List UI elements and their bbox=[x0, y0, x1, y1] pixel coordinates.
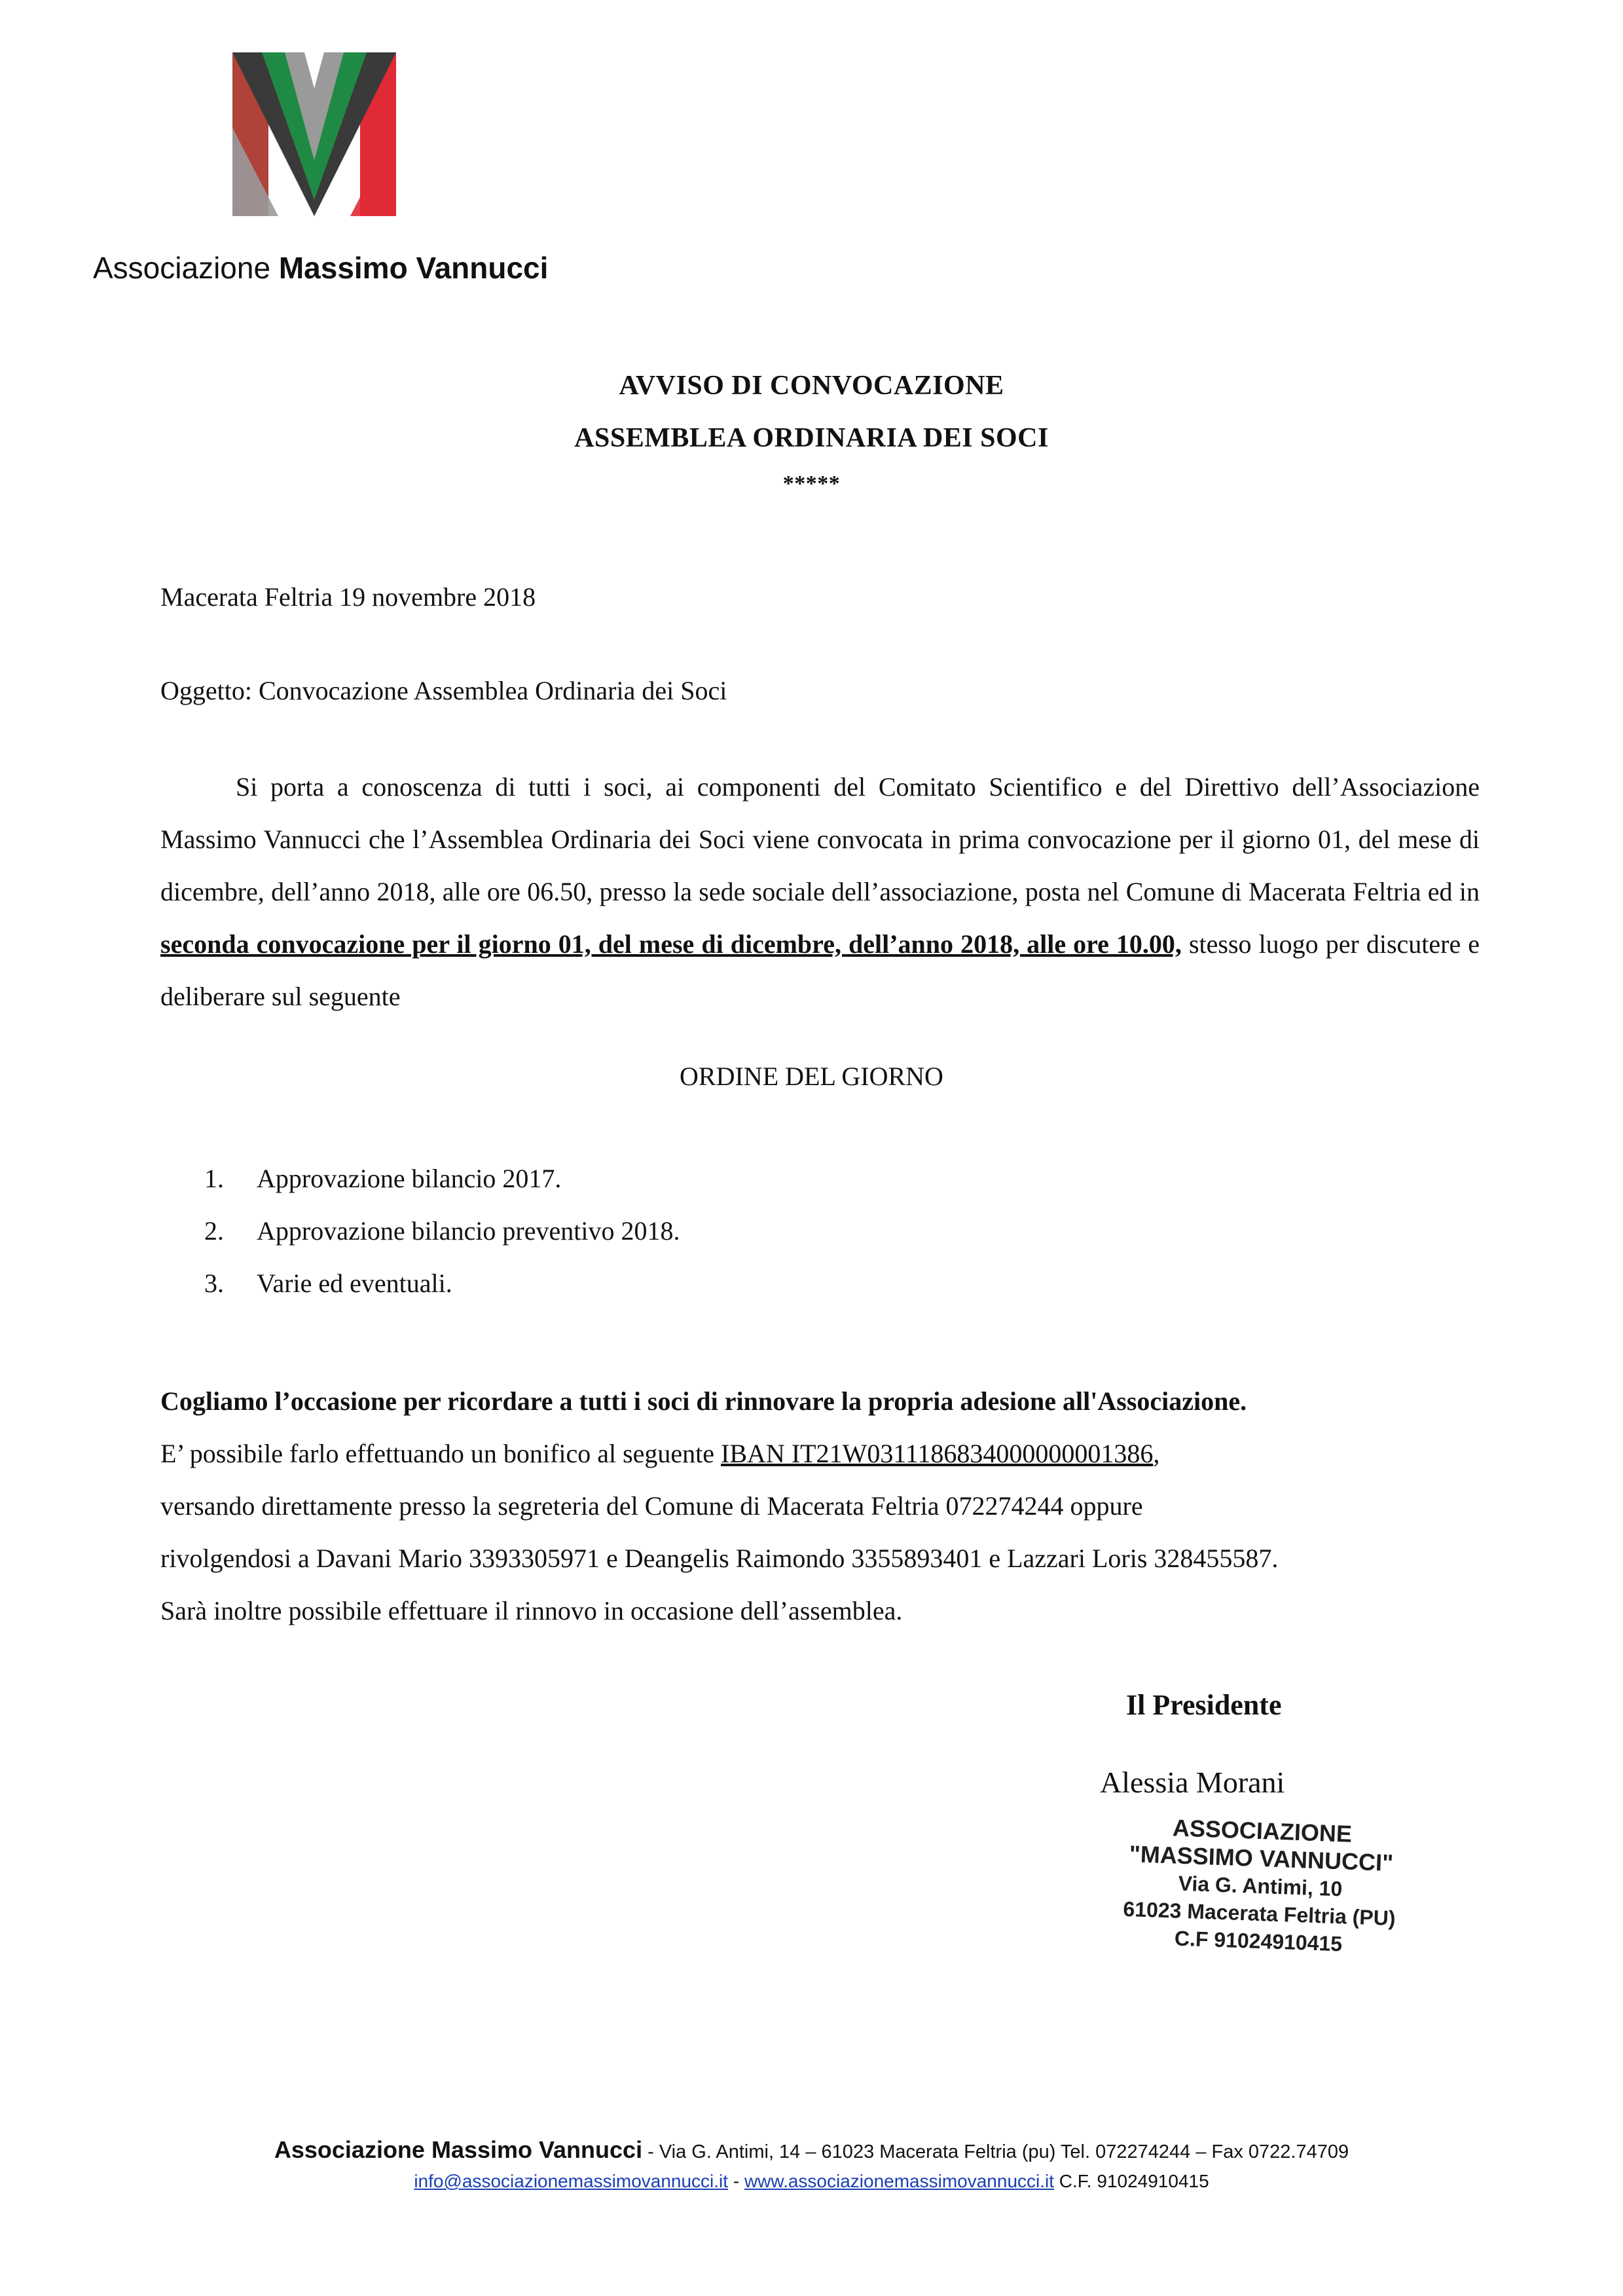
notice-subtitle: ASSEMBLEA ORDINARIA DEI SOCI bbox=[574, 423, 1049, 453]
convocation-paragraph: Si porta a conoscenza di tutti i soci, ai componenti del Comitato Scientifico e del Direttivo dell’Associazione Massimo Vannucci che l’Assemblea Ordinaria dei Soci viene convocata in prima convocazione per il giorno 01, del mese di dicembre, dell’anno 2018, alle ore 06.50, presso la sede sociale dell’associazione, posta nel Comune di Macerata Feltria ed in seconda convocazione per il giorno 01, del mese di dicembre, dell’anno 2018, alle ore 10.00, stesso luogo per discutere e deliberare sul seguente bbox=[160, 772, 1480, 1011]
title-separator: ***** bbox=[782, 472, 841, 496]
list-item: 2. Approvazione bilancio preventivo 2018. bbox=[204, 1216, 680, 1246]
footer-contacts: info@associazionemassimovannucci.it - www.associazionemassimovannucci.it C.F. 91024910415 bbox=[414, 2171, 1209, 2191]
email-link[interactable]: info@associazionemassimovannucci.it bbox=[414, 2171, 729, 2191]
subject-line: Oggetto: Convocazione Assemblea Ordinaria dei Soci bbox=[160, 676, 727, 705]
renewal-line: Sarà inoltre possibile effettuare il rinnovo in occasione dell’assemblea. bbox=[160, 1596, 903, 1625]
org-name: Associazione Massimo Vannucci bbox=[93, 251, 549, 285]
website-link[interactable]: www.associazionemassimovannucci.it bbox=[744, 2171, 1055, 2191]
renewal-line: E’ possibile farlo effettuando un bonifico al seguente IBAN IT21W0311186834000000001386, bbox=[160, 1439, 1160, 1468]
second-convocation-text: seconda convocazione per il giorno 01, del mese di dicembre, dell’anno 2018, alle ore 10.00, bbox=[160, 929, 1182, 959]
renewal-section bbox=[160, 1375, 1489, 1637]
president-name: Alessia Morani bbox=[1100, 1766, 1285, 1799]
association-stamp: ASSOCIAZIONE "MASSIMO VANNUCCI" Via G. Antimi, 10 61023 Macerata Feltria (PU) C.F 91024910415 bbox=[1122, 1814, 1396, 1956]
renewal-heading: Cogliamo l’occasione per ricordare a tutti i soci di rinnovare la propria adesione all'Associazione. bbox=[160, 1386, 1247, 1416]
notice-title: AVVISO DI CONVOCAZIONE bbox=[619, 371, 1004, 401]
association-logo bbox=[226, 49, 403, 219]
list-item: 1. Approvazione bilancio 2017. bbox=[204, 1164, 562, 1193]
agenda-title: ORDINE DEL GIORNO bbox=[680, 1062, 943, 1091]
date-line: Macerata Feltria 19 novembre 2018 bbox=[160, 582, 536, 612]
president-title: Il Presidente bbox=[1126, 1689, 1282, 1721]
footer-address: Associazione Massimo Vannucci - Via G. Antimi, 14 – 61023 Macerata Feltria (pu) Tel. 072274244 – Fax 0722.74709 bbox=[274, 2136, 1349, 2163]
list-item: 3. Varie ed eventuali. bbox=[204, 1268, 452, 1298]
renewal-line: versando direttamente presso la segreteria del Comune di Macerata Feltria 072274244 oppure bbox=[160, 1491, 1143, 1521]
renewal-line: rivolgendosi a Davani Mario 3393305971 e Deangelis Raimondo 3355893401 e Lazzari Loris 328455587. bbox=[160, 1544, 1279, 1573]
iban-text: IBAN IT21W0311186834000000001386 bbox=[721, 1439, 1154, 1468]
agenda-list bbox=[204, 1153, 680, 1310]
